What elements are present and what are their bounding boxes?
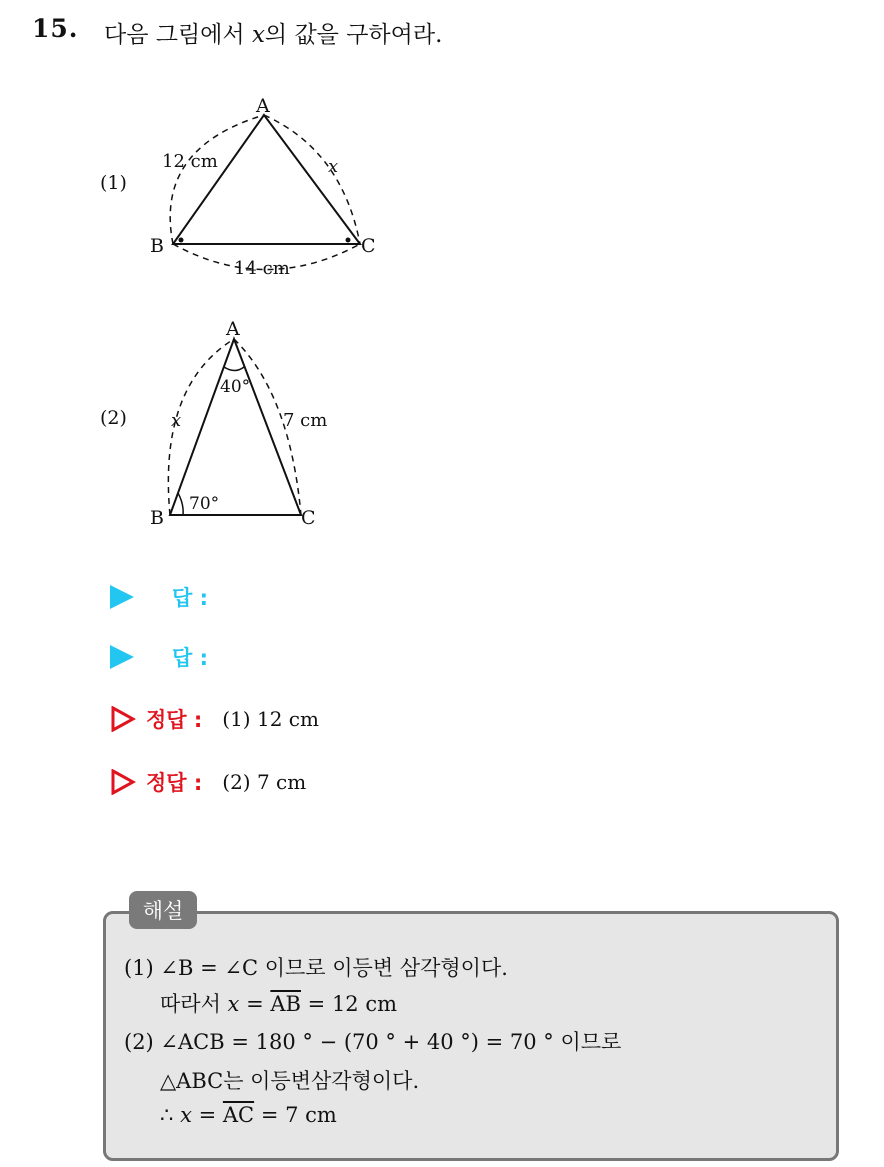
figure1-side-bc-label: 14 cm: [234, 258, 290, 279]
correct-answer-value: (1) 12 cm: [222, 707, 319, 731]
explanation-line-1: (1) ∠B = ∠C 이므로 이등변 삼각형이다.: [124, 956, 508, 980]
figure2-label: (2): [100, 407, 127, 429]
explanation-line-5: [160, 1103, 337, 1127]
figure2-side-ac-label: 7 cm: [283, 410, 328, 431]
question-text: [104, 16, 442, 49]
question-number: 15.: [32, 14, 79, 43]
explanation-line-3: (2) ∠ACB = 180 ° − (70 ° + 40 °) = 70 ° 이므로: [124, 1030, 622, 1054]
figure2-angle-arc-a: [224, 367, 244, 371]
figure2-angle-b-label: 70°: [189, 494, 220, 514]
question-variable: x: [251, 22, 265, 48]
outline-arrow-icon: [110, 769, 136, 795]
answer-label: 답 :: [172, 586, 208, 610]
figure2-side-ab-label: x: [171, 410, 182, 431]
figure2-angle-a-label: 40°: [220, 377, 251, 397]
play-arrow-icon: [110, 645, 134, 669]
explanation-tag: 해설: [129, 891, 197, 929]
explanation-line-2-prefix: 따라서: [160, 992, 221, 1016]
explanation-line-5-segment: $\overline{AC}$: [222, 1103, 255, 1127]
figure1-side-ab-label: 12 cm: [162, 151, 218, 172]
explanation-line-5-eq: =: [198, 1103, 217, 1127]
figure1-label: (1): [100, 172, 127, 194]
figure2-vertex-c: C: [301, 507, 316, 529]
figure2-vertex-b: B: [150, 507, 164, 529]
answer-row-1: [110, 580, 228, 614]
figure1-triangle-sides: [173, 115, 360, 244]
question-text-after: 의 값을 구하여라.: [264, 22, 443, 48]
answer-label: 답 :: [172, 646, 208, 670]
figure1-vertex-a: A: [256, 95, 270, 117]
figure2-triangle: [140, 314, 360, 534]
play-arrow-icon: [110, 585, 134, 609]
figure1-vertex-c: C: [361, 235, 376, 257]
explanation-line-2-value: = 12 cm: [307, 992, 398, 1016]
figure1-triangle: [140, 90, 400, 290]
outline-arrow-icon: [110, 706, 136, 732]
explanation-line-2-eq: =: [246, 992, 264, 1016]
explanation-line-5-prefix: ∴: [160, 1103, 174, 1127]
figure1-side-ac-label: x: [328, 156, 339, 177]
figure1-angle-mark-b: [179, 238, 184, 243]
correct-answer-row-2: [110, 765, 306, 799]
explanation-line-5-var: x: [180, 1103, 192, 1127]
correct-answer-value: (2) 7 cm: [222, 770, 307, 794]
answer-row-2: [110, 640, 228, 674]
figure2-triangle-sides: [170, 339, 301, 515]
explanation-line-2: [160, 988, 397, 1018]
correct-answer-row-1: [110, 702, 319, 736]
question-text-before: 다음 그림에서: [104, 22, 245, 48]
correct-answer-label: 정답 :: [146, 708, 203, 732]
explanation-line-5-value: = 7 cm: [260, 1103, 337, 1127]
explanation-line-2-segment: $\overline{AB}$: [270, 992, 301, 1016]
figure2-vertex-a: A: [226, 318, 240, 340]
figure1-vertex-b: B: [150, 235, 164, 257]
figure1-angle-mark-c: [346, 238, 351, 243]
explanation-line-4: △ABC는 이등변삼각형이다.: [160, 1069, 420, 1093]
explanation-line-2-var: x: [227, 992, 240, 1016]
figure2-angle-arc-b: [178, 493, 183, 515]
correct-answer-label: 정답 :: [146, 771, 203, 795]
